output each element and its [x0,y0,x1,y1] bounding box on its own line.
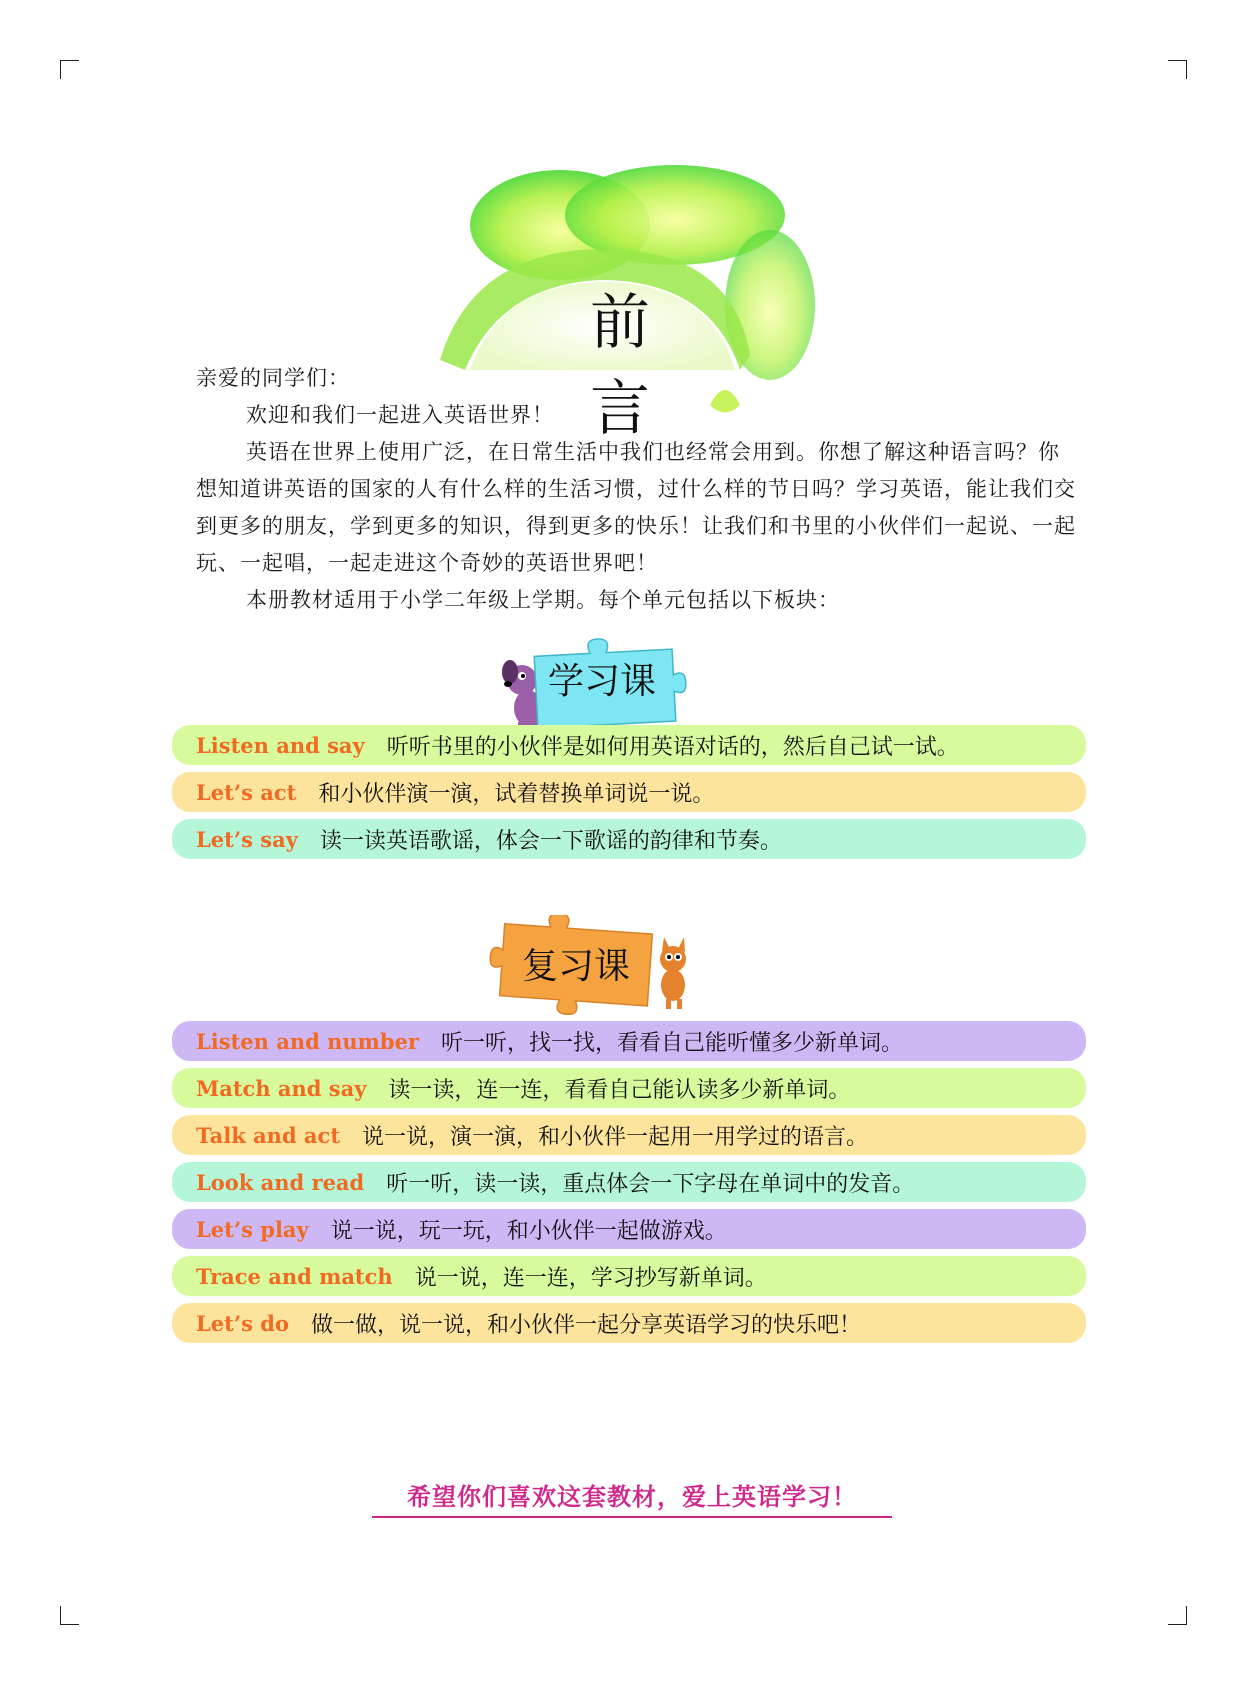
item-zh-desc: 和小伙伴演一演，试着替换单词说一说。 [318,781,715,807]
item-en-label: Trace and match [196,1263,393,1289]
closing-message: 希望你们喜欢这套教材，爱上英语学习！ [372,1477,892,1518]
item-zh-desc: 听听书里的小伙伴是如何用英语对话的，然后自己试一试。 [386,734,959,760]
review-item-talk-and-act [172,1115,1086,1155]
item-zh-desc: 听一听，找一找，看看自己能听懂多少新单词。 [440,1030,903,1056]
page-title: 前 言 [590,288,690,444]
item-zh-desc: 读一读，连一连，看看自己能认读多少新单词。 [388,1077,851,1103]
review-item-lets-do [172,1303,1086,1343]
study-item-lets-say [172,819,1086,859]
item-en-label: Let’s say [196,826,298,852]
review-item-lets-play [172,1209,1086,1249]
intro-paragraph-3: 本册教材适用于小学二年级上学期。每个单元包括以下板块： [246,588,840,612]
review-section-label: 复习课 [522,946,631,987]
item-zh-desc: 读一读英语歌谣，体会一下歌谣的韵律和节奏。 [319,828,782,854]
cat-mascot-icon [660,937,686,1009]
item-en-label: Let’s play [196,1216,309,1242]
intro-text [196,360,1076,619]
item-en-label: Match and say [196,1075,367,1101]
study-section-label: 学习课 [548,661,657,702]
study-item-lets-act [172,772,1086,812]
crop-mark-top-left [60,60,79,79]
intro-paragraph-1: 欢迎和我们一起进入英语世界！ [246,403,554,427]
item-zh-desc: 做一做，说一说，和小伙伴一起分享英语学习的快乐吧！ [310,1312,861,1338]
item-en-label: Let’s act [196,779,297,805]
review-item-trace-and-match [172,1256,1086,1296]
item-en-label: Talk and act [196,1122,341,1148]
crop-mark-bottom-right [1168,1606,1187,1625]
intro-paragraph-2: 英语在世界上使用广泛，在日常生活中我们也经常会用到。你想了解这种语言吗？你想知道讲英语的国家的人有什么样的生活习惯，过什么样的节日吗？学习英语，能让我们交到更多的朋友，学到更多的知识，得到更多的快乐！让我们和书里的小伙伴们一起说、一起玩、一起唱，一起走进这个奇妙的英语世界吧！ [196,440,1076,575]
item-zh-desc: 说一说，玩一玩，和小伙伴一起做游戏。 [330,1218,727,1244]
crop-mark-bottom-left [60,1606,79,1625]
item-en-label: Look and read [196,1169,365,1195]
item-zh-desc: 说一说，演一演，和小伙伴一起用一用学过的语言。 [362,1124,869,1150]
review-item-listen-and-number [172,1021,1086,1061]
item-en-label: Let’s do [196,1310,289,1336]
item-en-label: Listen and number [196,1028,419,1054]
crop-mark-top-right [1168,60,1187,79]
item-zh-desc: 听一听，读一读，重点体会一下字母在单词中的发音。 [386,1171,915,1197]
item-en-label: Listen and say [196,732,365,758]
review-item-match-and-say [172,1068,1086,1108]
item-zh-desc: 说一说，连一连，学习抄写新单词。 [414,1265,767,1291]
review-item-look-and-read [172,1162,1086,1202]
study-item-listen-and-say [172,725,1086,765]
greeting: 亲爱的同学们： [196,366,350,390]
